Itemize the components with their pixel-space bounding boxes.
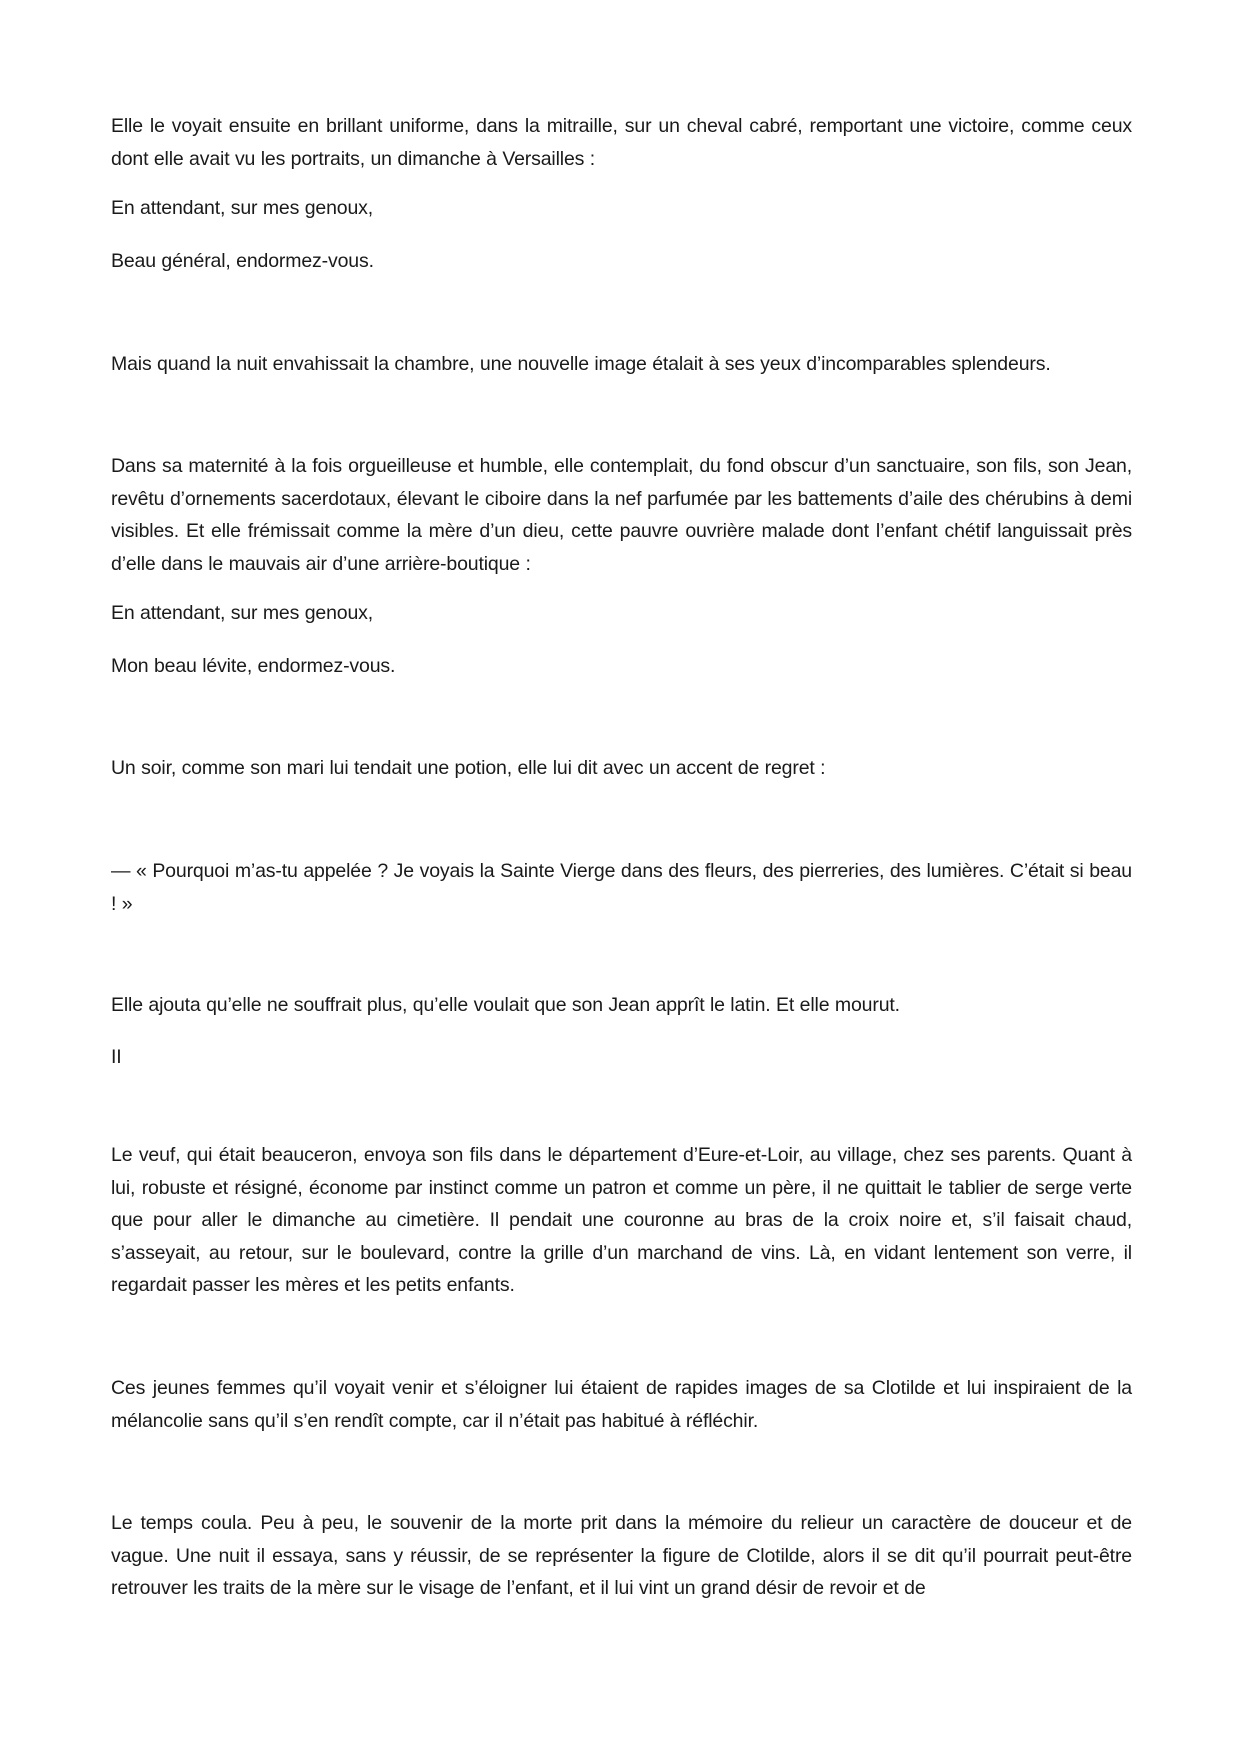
verse-line-4: Mon beau lévite, endormez-vous. — [111, 655, 396, 677]
paragraph-2: Mais quand la nuit envahissait la chambre, une nouvelle image étalait à ses yeux d’incomparables splendeurs. — [111, 353, 1051, 375]
verse-line-3: En attendant, sur mes genoux, — [111, 602, 374, 624]
paragraph-1: Elle le voyait ensuite en brillant uniforme, dans la mitraille, sur un cheval cabré, remportant une victoire, comme ceux dont elle avait vu les portraits, un dimanche à Versailles : — [111, 115, 1132, 170]
paragraph-5: — « Pourquoi m’as-tu appelée ? Je voyais la Sainte Vierge dans des fleurs, des pierreries, des lumières. C’était si beau ! » — [111, 860, 1132, 915]
verse-line-2: Beau général, endormez-vous. — [111, 250, 374, 272]
paragraph-7: Le veuf, qui était beauceron, envoya son fils dans le département d’Eure-et-Loir, au village, chez ses parents. Quant à lui, robuste et résigné, économe par instinct comme un patron et comme un père, il ne quittait le tablier de serge verte que pour aller le dimanche au cimetière. Il pendait une couronne au bras de la croix noire et, s’il faisait chaud, s’asseyait, au retour, sur le boulevard, contre la grille d’un marchand de vins. Là, en vidant lentement son verre, il regardait passer les mères et les petits enfants. — [111, 1144, 1132, 1297]
paragraph-3: Dans sa maternité à la fois orgueilleuse et humble, elle contemplait, du fond obscur d’un sanctuaire, son fils, son Jean, revêtu d’ornements sacerdotaux, élevant le ciboire dans la nef parfumée par les battements d’aile des chérubins à demi visibles. Et elle frémissait comme la mère d’un dieu, cette pauvre ouvrière malade dont l’enfant chétif languissait près d’elle dans le mauvais air d’une arrière-boutique : — [111, 455, 1132, 575]
section-heading: II — [111, 1046, 122, 1068]
verse-line-1: En attendant, sur mes genoux, — [111, 197, 374, 219]
paragraph-6: Elle ajouta qu’elle ne souffrait plus, qu’elle voulait que son Jean apprît le latin. Et elle mourut. — [111, 994, 900, 1016]
paragraph-8: Ces jeunes femmes qu’il voyait venir et s’éloigner lui étaient de rapides images de sa Clotilde et lui inspiraient de la mélancolie sans qu’il s’en rendît compte, car il n’était pas habitué à réfléchir. — [111, 1377, 1132, 1432]
paragraph-9: Le temps coula. Peu à peu, le souvenir de la morte prit dans la mémoire du relieur un caractère de douceur et de vague. Une nuit il essaya, sans y réussir, de se représenter la figure de Clotilde, alors il se dit qu’il pourrait peut-être retrouver les traits de la mère sur le visage de l’enfant, et il lui vint un grand désir de revoir et de — [111, 1512, 1132, 1600]
paragraph-4: Un soir, comme son mari lui tendait une potion, elle lui dit avec un accent de regret : — [111, 757, 826, 779]
